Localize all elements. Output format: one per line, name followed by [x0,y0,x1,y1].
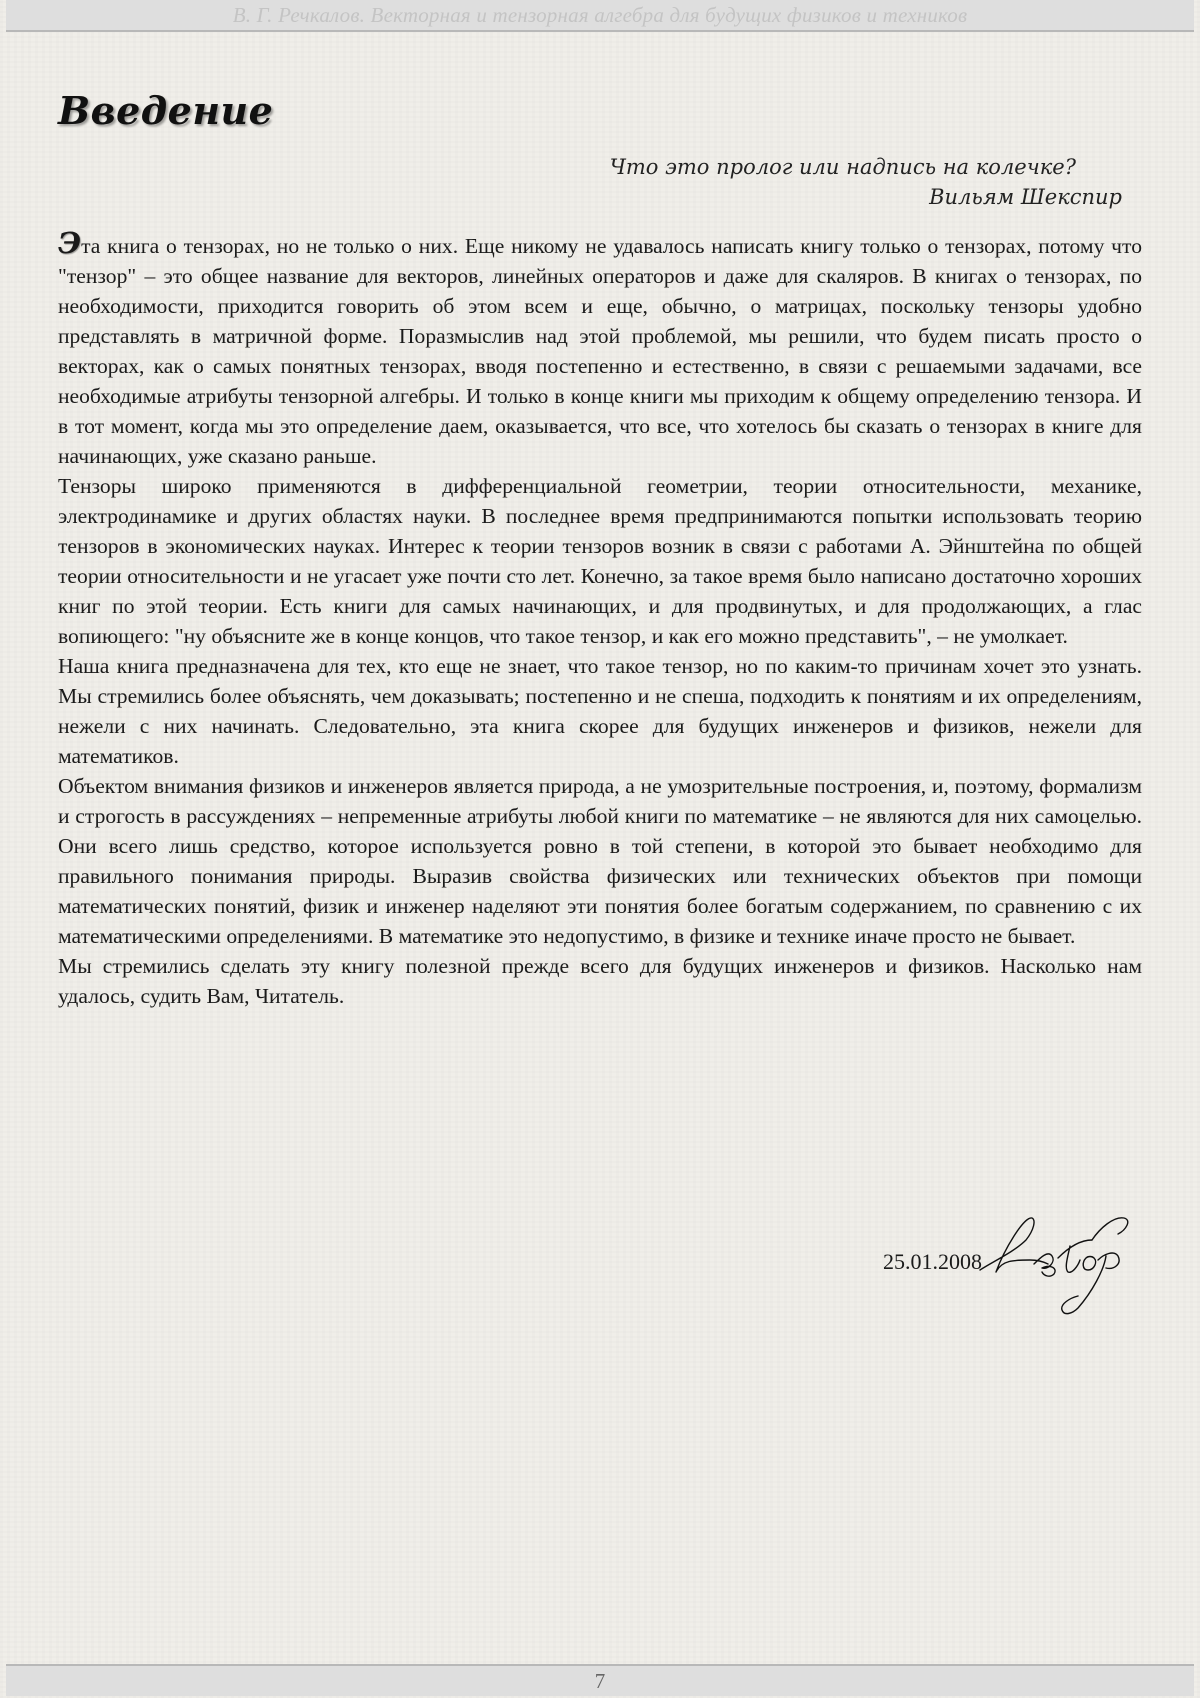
page-footer [6,1664,1194,1696]
handwritten-signature [974,1200,1144,1324]
paragraph: Объектом внимания физиков и инженеров является природа, а не умозрительные построения, и, поэтому, формализм и строгость в рассуждениях – непременные атрибуты любой книги по ма­тематике – не являются для них самоцелью. Они всего лишь средство, которое используется ровно в той степени, в которой это бывает необходимо для правильного понимания природы. Выразив свойства физических или технических объектов при помощи математических понятий, физик и инженер наделяют эти понятия более богатым содержанием, по сравнению с их мате­матическими определениями. В математике это недопустимо, в физике и технике иначе просто не бывает. [58,771,1142,951]
epigraph-author: Вильям Шекспир [482,182,1122,212]
signature-block [784,1200,1144,1324]
paragraph: Наша книга предназначена для тех, кто еще не знает, что такое тензор, но по каким-то причинам хочет это узнать. Мы стремились более объяснять, чем доказывать; постепенно и не спеша, под­ходить к понятиям и их определениям, нежели с них начинать. Следовательно, эта книга скорее для будущих инженеров и физиков, нежели для математиков. [58,651,1142,771]
epigraph [482,152,1122,212]
paragraph: Тензоры широко применяются в дифференциальной геометрии, теории относительности, меха­нике, электродинамике и других областях науки. В последнее время предпринимаются попытки использовать теорию тензоров в экономических науках. Интерес к теории тензоров возник в связи с работами А. Эйнштейна по общей теории относительности и не угасает уже почти сто лет. Конечно, за такое время было написано достаточно хороших книг по этой теории. Есть кни­ги для самых начинающих, и для продвинутых, и для продолжающих, а глас вопиющего: "ну объясните же в конце концов, что такое тензор, и как его можно представить", – не умолкает. [58,471,1142,651]
epigraph-quote: Что это пролог или надпись на колечке? [482,152,1122,182]
paragraph-text: та книга о тензорах, но не только о них. Еще никому не удавалось написать книгу только о тензорах, потому что "тензор" – это общее название для векторов, линейных операторов и даже для скаляров. В книгах о тензорах, по необходимости, приходится говорить об этом всем и еще, обычно, о матрицах, поскольку тензоры удобно представлять в матричной форме. Поразмыслив над этой проблемой, мы решили, что будем писать просто о векторах, как о самых понятных тензорах, вводя постепенно и естественно, в связи с решаемыми задачами, все необходимые атрибуты тензорной алгебры. И только в конце книги мы приходим к общему определению тен­зора. И в тот момент, когда мы это определение даем, оказывается, что все, что хотелось бы ска­зать о тензорах в книге для начинающих, уже сказано раньше. [58,234,1142,468]
paragraph: Мы стремились сделать эту книгу полезной прежде всего для будущих инженеров и физиков. Насколько нам удалось, судить Вам, Читатель. [58,951,1142,1011]
signature-date: 25.01.2008 [883,1249,982,1275]
page [0,0,1200,1698]
page-number: 7 [595,1669,606,1693]
body-text [58,228,1142,1011]
paragraph [58,228,1142,471]
running-header: В. Г. Речкалов. Векторная и тензорная алгебра для будущих физиков и техников [6,0,1194,32]
initial-letter: Э [58,226,81,260]
chapter-title: Введение [58,88,273,133]
